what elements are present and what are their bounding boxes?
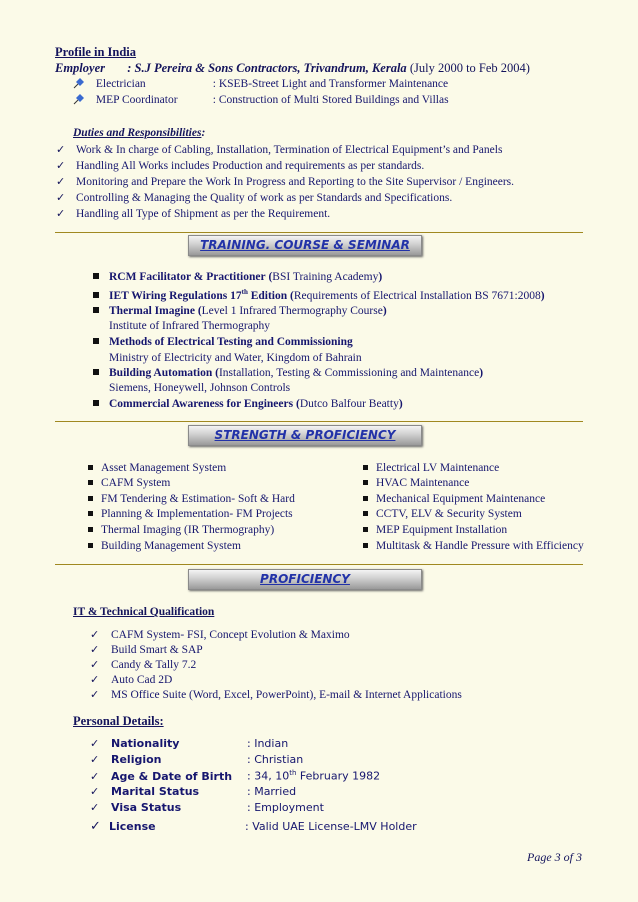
check-icon: ✓ bbox=[90, 688, 100, 701]
check-icon: ✓ bbox=[90, 628, 100, 641]
it-item: ✓ CAFM System- FSI, Concept Evolution & Maximo bbox=[90, 628, 350, 641]
strength-right-item: CCTV, ELV & Security System bbox=[363, 508, 522, 520]
training-provider: Institute of Infrared Thermography bbox=[109, 320, 271, 332]
square-bullet-icon bbox=[363, 527, 368, 532]
it-item: ✓ MS Office Suite (Word, Excel, PowerPoint), E-mail & Internet Applications bbox=[90, 688, 462, 701]
check-icon: ✓ bbox=[90, 819, 101, 834]
personal-row: ✓ Age & Date of Birth : 34, 10th February 1982 bbox=[90, 769, 381, 783]
role-row bbox=[73, 78, 448, 90]
employer-line bbox=[55, 61, 530, 76]
square-bullet-icon bbox=[363, 511, 368, 516]
profile-heading: Profile in India bbox=[55, 45, 137, 59]
square-bullet-icon bbox=[363, 496, 368, 501]
it-heading: IT & Technical Qualification bbox=[73, 606, 215, 618]
training-banner: TRAINING. COURSE & SEMINAR bbox=[188, 235, 422, 256]
strength-right-item: Multitask & Handle Pressure with Efficiency bbox=[363, 540, 584, 552]
section-rule bbox=[55, 232, 583, 233]
training-item: Methods of Electrical Testing and Commissioning bbox=[93, 336, 353, 348]
strength-right-item: Electrical LV Maintenance bbox=[363, 462, 499, 474]
check-icon: ✓ bbox=[90, 769, 100, 783]
check-icon: ✓ bbox=[56, 191, 66, 204]
strength-right-item: Mechanical Equipment Maintenance bbox=[363, 493, 545, 505]
personal-row: ✓ Marital Status : Married bbox=[90, 785, 297, 798]
role-desc: : KSEB-Street Light and Transformer Maintenance bbox=[212, 78, 449, 90]
training-item: Commercial Awareness for Engineers (Dutco Balfour Beatty) bbox=[93, 398, 403, 410]
square-bullet-icon bbox=[93, 400, 99, 406]
employer-label: Employer bbox=[55, 61, 105, 75]
square-bullet-icon bbox=[88, 543, 93, 548]
it-item: ✓ Candy & Tally 7.2 bbox=[90, 658, 197, 671]
duty-item: ✓ Monitoring and Prepare the Work In Progress and Reporting to the Site Supervisor / Engineers. bbox=[56, 175, 515, 188]
personal-row: ✓ Religion : Christian bbox=[90, 753, 304, 766]
proficiency-banner: PROFICIENCY bbox=[188, 569, 422, 590]
square-bullet-icon bbox=[363, 465, 368, 470]
square-bullet-icon bbox=[88, 465, 93, 470]
square-bullet-icon bbox=[88, 496, 93, 501]
check-icon: ✓ bbox=[90, 737, 100, 750]
check-icon: ✓ bbox=[90, 785, 100, 798]
training-item: Building Automation (Installation, Testing & Commissioning and Maintenance) bbox=[93, 367, 483, 379]
duty-item: ✓ Handling All Works includes Production and requirements as per standards. bbox=[56, 159, 425, 172]
check-icon: ✓ bbox=[90, 673, 100, 686]
duty-item: ✓ Work & In charge of Cabling, Installation, Termination of Electrical Equipment’s and Panels bbox=[56, 143, 503, 156]
it-item: ✓ Auto Cad 2D bbox=[90, 673, 173, 686]
strength-right-item: HVAC Maintenance bbox=[363, 477, 469, 489]
duty-item: ✓ Handling all Type of Shipment as per the Requirement. bbox=[56, 207, 331, 220]
square-bullet-icon bbox=[363, 480, 368, 485]
strength-left-item: Asset Management System bbox=[88, 462, 226, 474]
pushpin-icon bbox=[73, 93, 85, 105]
personal-row: ✓ License : Valid UAE License-LMV Holder bbox=[90, 819, 417, 834]
personal-row: ✓ Visa Status : Employment bbox=[90, 801, 324, 814]
strength-left-item: FM Tendering & Estimation- Soft & Hard bbox=[88, 493, 295, 505]
check-icon: ✓ bbox=[56, 159, 66, 172]
role-title: MEP Coordinator bbox=[95, 94, 178, 106]
check-icon: ✓ bbox=[56, 207, 66, 220]
square-bullet-icon bbox=[93, 273, 99, 279]
duty-item: ✓ Controlling & Managing the Quality of work as per Standards and Specifications. bbox=[56, 191, 453, 204]
square-bullet-icon bbox=[88, 511, 93, 516]
page-number: Page 3 of 3 bbox=[527, 850, 582, 864]
check-icon: ✓ bbox=[90, 658, 100, 671]
training-provider: Ministry of Electricity and Water, Kingdom of Bahrain bbox=[109, 352, 362, 364]
strength-right-item: MEP Equipment Installation bbox=[363, 524, 507, 536]
duties-heading: Duties and Responsibilities: bbox=[73, 127, 206, 139]
check-icon: ✓ bbox=[90, 801, 100, 814]
strength-left-item: Planning & Implementation- FM Projects bbox=[88, 508, 293, 520]
square-bullet-icon bbox=[93, 369, 99, 375]
personal-row: ✓ Nationality : Indian bbox=[90, 737, 289, 750]
employer-period: (July 2000 to Feb 2004) bbox=[409, 61, 530, 75]
training-item: IET Wiring Regulations 17th Edition (Requirements of Electrical Installation BS 7671:2008) bbox=[93, 288, 545, 302]
square-bullet-icon bbox=[88, 527, 93, 532]
square-bullet-icon bbox=[93, 292, 99, 298]
section-rule bbox=[55, 421, 583, 422]
square-bullet-icon bbox=[93, 338, 99, 344]
square-bullet-icon bbox=[363, 543, 368, 548]
check-icon: ✓ bbox=[90, 753, 100, 766]
it-item: ✓ Build Smart & SAP bbox=[90, 643, 203, 656]
role-title: Electrician bbox=[95, 78, 146, 90]
square-bullet-icon bbox=[93, 307, 99, 313]
section-rule bbox=[55, 564, 583, 565]
square-bullet-icon bbox=[88, 480, 93, 485]
check-icon: ✓ bbox=[56, 175, 66, 188]
training-provider: Siemens, Honeywell, Johnson Controls bbox=[109, 382, 291, 394]
check-icon: ✓ bbox=[90, 643, 100, 656]
strength-left-item: Building Management System bbox=[88, 540, 241, 552]
role-row bbox=[73, 94, 449, 106]
training-item: RCM Facilitator & Practitioner (BSI Training Academy) bbox=[93, 271, 382, 283]
strength-left-item: Thermal Imaging (IR Thermography) bbox=[88, 524, 274, 536]
training-item: Thermal Imagine (Level 1 Infrared Thermography Course) bbox=[93, 305, 387, 317]
employer-name: : S.J Pereira & Sons Contractors, Trivandrum, Kerala bbox=[127, 61, 407, 75]
personal-heading: Personal Details: bbox=[73, 714, 164, 728]
strength-banner: STRENGTH & PROFICIENCY bbox=[188, 425, 422, 446]
check-icon: ✓ bbox=[56, 143, 66, 156]
strength-left-item: CAFM System bbox=[88, 477, 170, 489]
pushpin-icon bbox=[73, 77, 85, 89]
role-desc: : Construction of Multi Stored Buildings and Villas bbox=[212, 94, 449, 106]
